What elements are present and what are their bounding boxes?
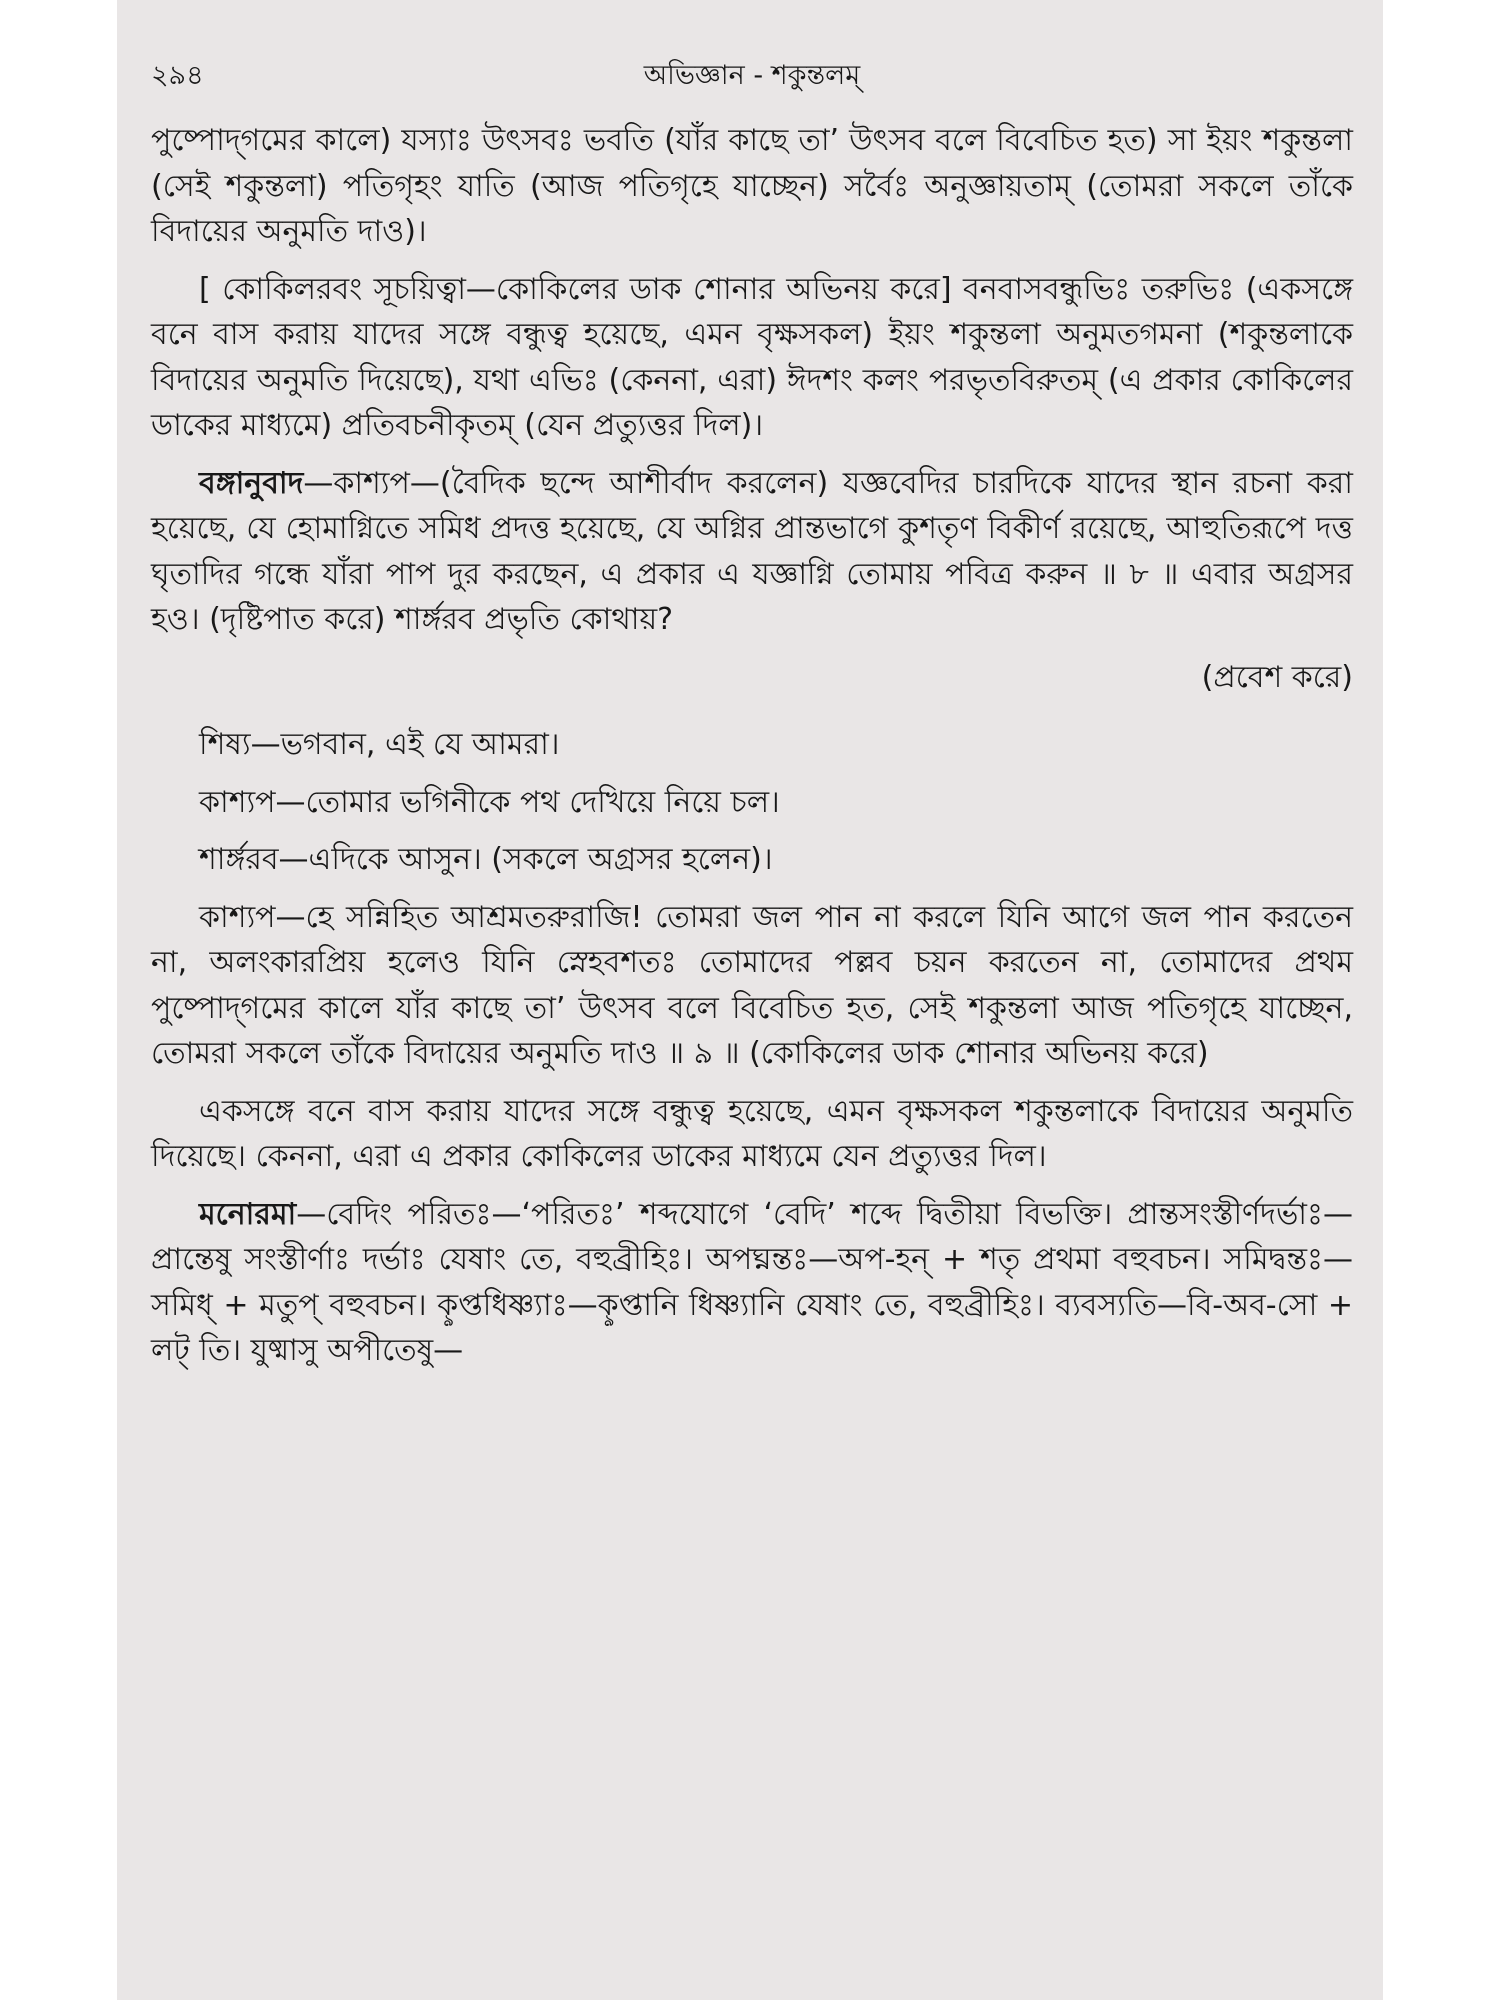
stage-direction xyxy=(151,655,1353,701)
paragraph-text: একসঙ্গে বনে বাস করায় যাদের সঙ্গে বন্ধুত্ব হয়েছে, এমন বৃক্ষসকল শকুন্তলাকে বিদায়ের অনুমতি দিয়েছে। কেননা, এরা এ প্রকার কোকিলের ডাকের মাধ্যমে যেন প্রত্যুত্তর দিল। xyxy=(151,1093,1353,1174)
running-title: অভিজ্ঞান - শকুন্তলম্ xyxy=(643,60,861,91)
paragraph-2 xyxy=(151,267,1353,449)
paragraph-text: শিষ্য—ভগবান, এই যে আমরা। xyxy=(199,727,560,762)
paragraph-1 xyxy=(151,118,1353,255)
dialogue-line xyxy=(151,895,1353,1077)
page-number: ২৯৪ xyxy=(151,60,204,91)
paragraph-text: কাশ্যপ—হে সন্নিহিত আশ্রমতরুরাজি! তোমরা জল পান না করলে যিনি আগে জল পান করতেন না, অলংকারপ্রিয় হলেও যিনি স্নেহবশতঃ তোমাদের পল্লব চয়ন করতেন না, তোমাদের প্রথম পুষ্পোদ্‌গমের কালে যাঁর কাছে তা’ উৎসব বলে বিবেচিত হত, সেই শকুন্তলা আজ পতিগৃহে যাচ্ছেন, তোমরা সকলে তাঁকে বিদায়ের অনুমতি দাও ॥ ৯ ॥ (কোকিলের ডাক শোনার অভিনয় করে) xyxy=(151,899,1353,1071)
section-lead: বঙ্গানুবাদ xyxy=(199,465,304,501)
paragraph-text: পুষ্পোদ্‌গমের কালে) যস্যাঃ উৎসবঃ ভবতি (যাঁর কাছে তা’ উৎসব বলে বিবেচিত হত) সা ইয়ং শকুন্তলা (সেই শকুন্তলা) পতিগৃহং যাতি (আজ পতিগৃহে যাচ্ছেন) সর্বৈঃ অনুজ্ঞায়তাম্ (তোমরা সকলে তাঁকে বিদায়ের অনুমতি দাও)। xyxy=(151,123,1353,249)
book-page xyxy=(117,0,1383,2000)
paragraph-text: শার্ঙ্গরব—এদিকে আসুন। (সকলে অগ্রসর হলেন)। xyxy=(199,842,773,877)
paragraph-translation xyxy=(151,461,1353,643)
paragraph-text: কাশ্যপ—তোমার ভগিনীকে পথ দেখিয়ে নিয়ে চল। xyxy=(199,784,780,820)
dialogue-line xyxy=(151,722,1353,768)
section-lead: মনোরমা xyxy=(199,1196,297,1232)
dialogue-line xyxy=(151,780,1353,826)
paragraph-text: [ কোকিলরবং সূচয়িত্বা—কোকিলের ডাক শোনার অভিনয় করে] বনবাসবন্ধুভিঃ তরুভিঃ (একসঙ্গে বনে বাস করায় যাদের সঙ্গে বন্ধুত্ব হয়েছে, এমন বৃক্ষসকল) ইয়ং শকুন্তলা অনুমতগমনা (শকুন্তলাকে বিদায়ের অনুমতি দিয়েছে), যথা এভিঃ (কেননা, এরা) ঈদশং কলং পরভৃতবিরুতম্ (এ প্রকার কোকিলের ডাকের মাধ্যমে) প্রতিবচনীকৃতম্ (যেন প্রত্যুত্তর দিল)। xyxy=(151,271,1353,443)
page-header xyxy=(151,56,1353,96)
dialogue-line xyxy=(151,837,1353,883)
paragraph-text: (প্রবেশ করে) xyxy=(1201,659,1353,695)
page-body xyxy=(151,118,1353,1374)
paragraph-text: —কাশ্যপ—(বৈদিক ছন্দে আশীর্বাদ করলেন) যজ্ঞবেদির চারদিকে যাদের স্থান রচনা করা হয়েছে, যে হোমাগ্নিতে সমিধ প্রদত্ত হয়েছে, যে অগ্নির প্রান্তভাগে কুশতৃণ বিকীর্ণ রয়েছে, আহুতিরূপে দত্ত ঘৃতাদির গন্ধে যাঁরা পাপ দুর করছেন, এ প্রকার এ যজ্ঞাগ্নি তোমায় পবিত্র করুন ॥ ৮ ॥ এবার অগ্রসর হও। (দৃষ্টিপাত করে) শার্ঙ্গরব প্রভৃতি কোথায়? xyxy=(151,465,1353,637)
paragraph xyxy=(151,1089,1353,1180)
paragraph-text: —বেদিং পরিতঃ—‘পরিতঃ’ শব্দযোগে ‘বেদি’ শব্দে দ্বিতীয়া বিভক্তি। প্রান্তসংস্তীর্ণদর্ভাঃ—প্রান্তেষু সংস্তীর্ণাঃ দর্ভাঃ যেষাং তে, বহুব্রীহিঃ। অপঘ্নন্তঃ—অপ-হন্ + শতৃ প্রথমা বহুবচন। সমিদ্বন্তঃ—সমিধ্ + মতুপ্ বহুবচন। কৢপ্তধিষ্ণ্যাঃ—কৢপ্তানি ধিষ্ণ্যানি যেষাং তে, বহুব্রীহিঃ। ব্যবস্যতি—বি-অব-সো + লট্ তি। যুষ্মাসু অপীতেষু— xyxy=(151,1196,1353,1368)
paragraph-commentary xyxy=(151,1192,1353,1374)
